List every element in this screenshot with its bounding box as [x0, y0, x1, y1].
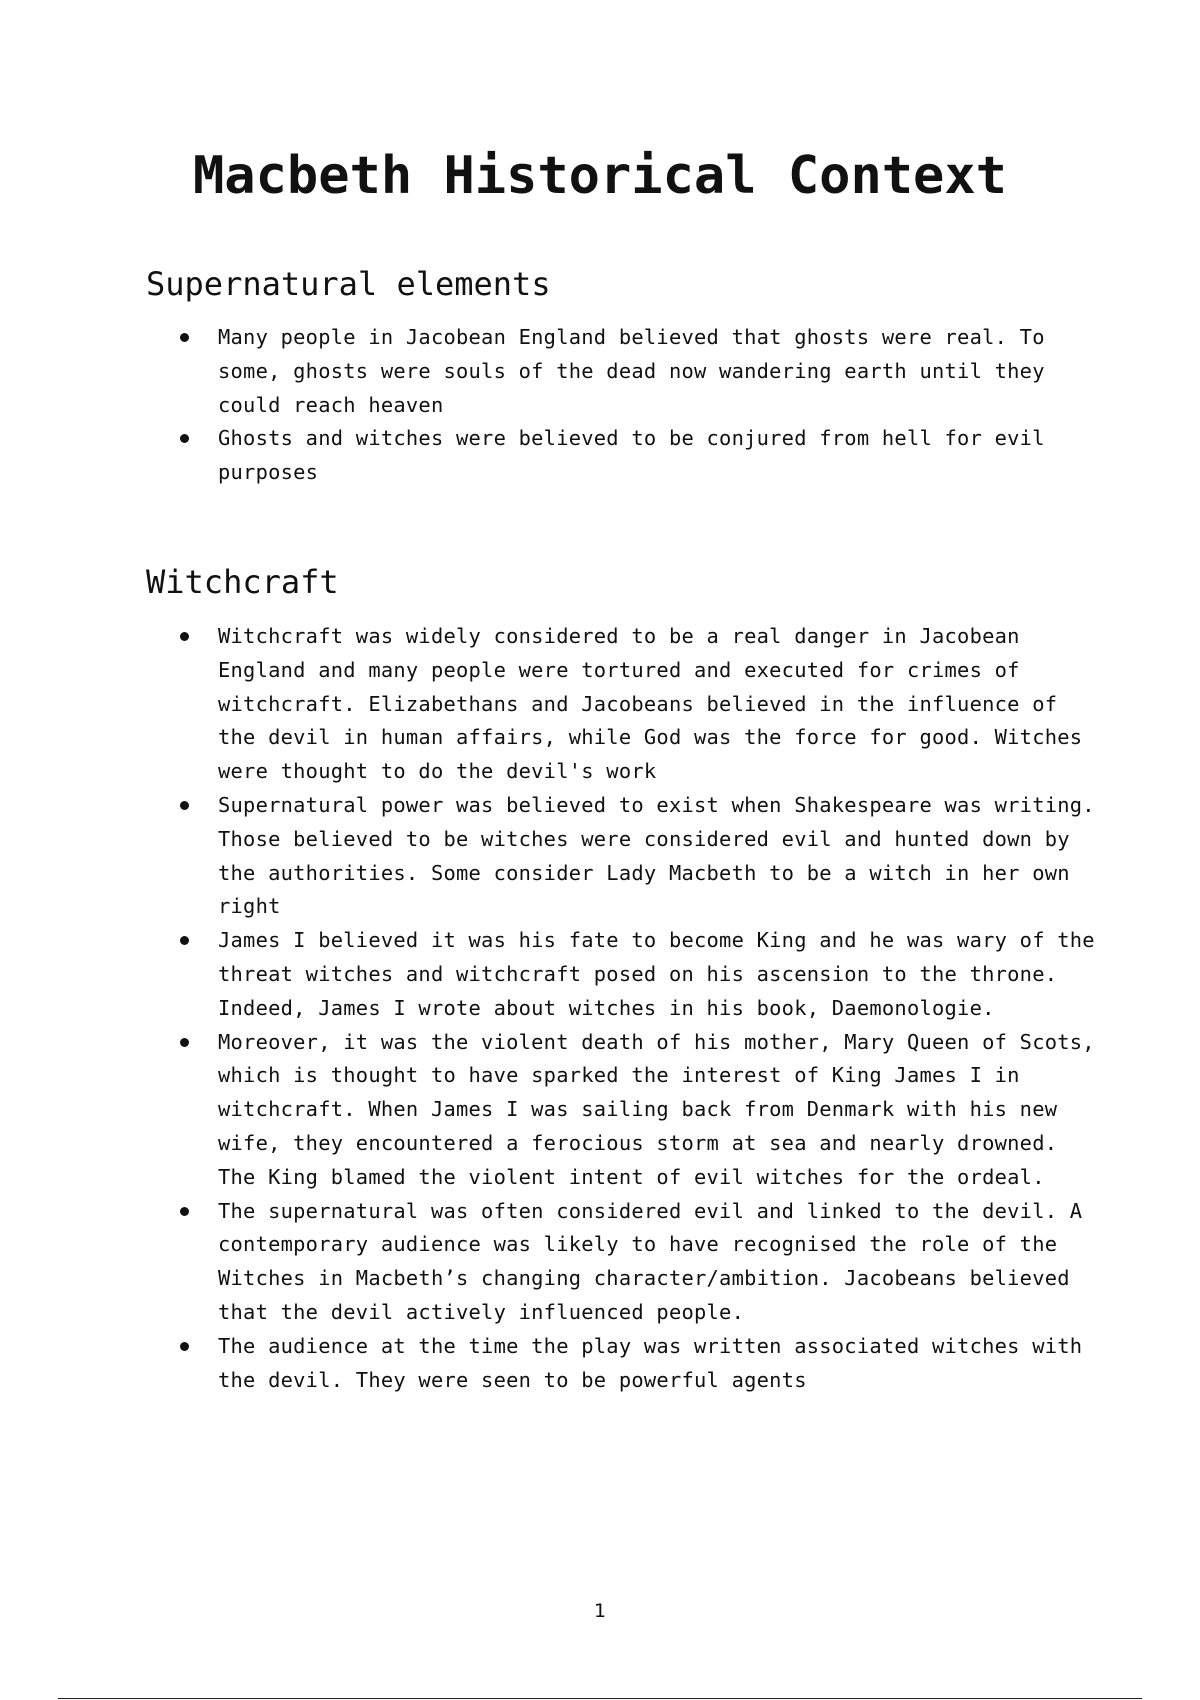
bullet-icon: [180, 1342, 189, 1351]
list-item: [218, 1330, 1098, 1398]
bullet-text: The audience at the time the play was written associated witches with the devil. They were seen to be powerful agents: [218, 1333, 1083, 1392]
bullet-text: James I believed it was his fate to become King and he was wary of the threat witches and witchcraft posed on his ascension to the throne. Indeed, James I wrote about witches in his book, Daemonologie.: [218, 928, 1095, 1020]
list-item: [218, 1195, 1098, 1330]
bullet-icon: [180, 1038, 189, 1047]
bullet-text: Many people in Jacobean England believed that ghosts were real. To some, ghosts were souls of the dead now wandering earth until they could reach heaven: [218, 325, 1045, 417]
list-item: [218, 321, 1098, 422]
list-item: [218, 620, 1098, 789]
bullet-icon: [180, 434, 189, 443]
bullet-icon: [180, 1207, 189, 1216]
list-item: [218, 924, 1098, 1025]
list-item: [218, 1026, 1098, 1195]
bullet-icon: [180, 801, 189, 810]
bullet-text: The supernatural was often considered evil and linked to the devil. A contemporary audience was likely to have recognised the role of the Witches in Macbeth’s changing character/ambition. Jacobeans believed that the devil actively influenced people.: [218, 1198, 1083, 1324]
bullet-text: Supernatural power was believed to exist when Shakespeare was writing. Those believed to be witches were considered evil and hunted down by the authorities. Some consider Lady Macbeth to be a witch in her own right: [218, 792, 1095, 919]
page-title: Macbeth Historical Context: [193, 146, 1007, 206]
list-item: [218, 422, 1098, 490]
bullet-icon: [180, 333, 189, 342]
bullet-text: Moreover, it was the violent death of his mother, Mary Queen of Scots, which is thought to have sparked the interest of King James I in witchcraft. When James I was sailing back from Denmark with his new wife, they encountered a ferocious storm at sea and nearly drowned. The King blamed the violent intent of evil witches for the ordeal.: [218, 1029, 1095, 1189]
page-divider: [58, 1698, 1142, 1699]
bullet-list-supernatural: [218, 321, 1098, 490]
section-heading-supernatural: Supernatural elements: [146, 265, 551, 303]
page-number: 1: [593, 1600, 607, 1622]
bullet-list-witchcraft: [218, 620, 1098, 1397]
bullet-icon: [180, 936, 189, 945]
section-heading-witchcraft: Witchcraft: [146, 563, 339, 601]
bullet-text: Witchcraft was widely considered to be a real danger in Jacobean England and many people were tortured and executed for crimes of witchcraft. Elizabethans and Jacobeans believed in the influence of the devil in human affairs, while God was the force for good. Witches were thought to do the devil's work: [218, 624, 1083, 784]
list-item: [218, 789, 1098, 924]
bullet-text: Ghosts and witches were believed to be conjured from hell for evil purposes: [218, 426, 1045, 485]
bullet-icon: [180, 632, 189, 641]
